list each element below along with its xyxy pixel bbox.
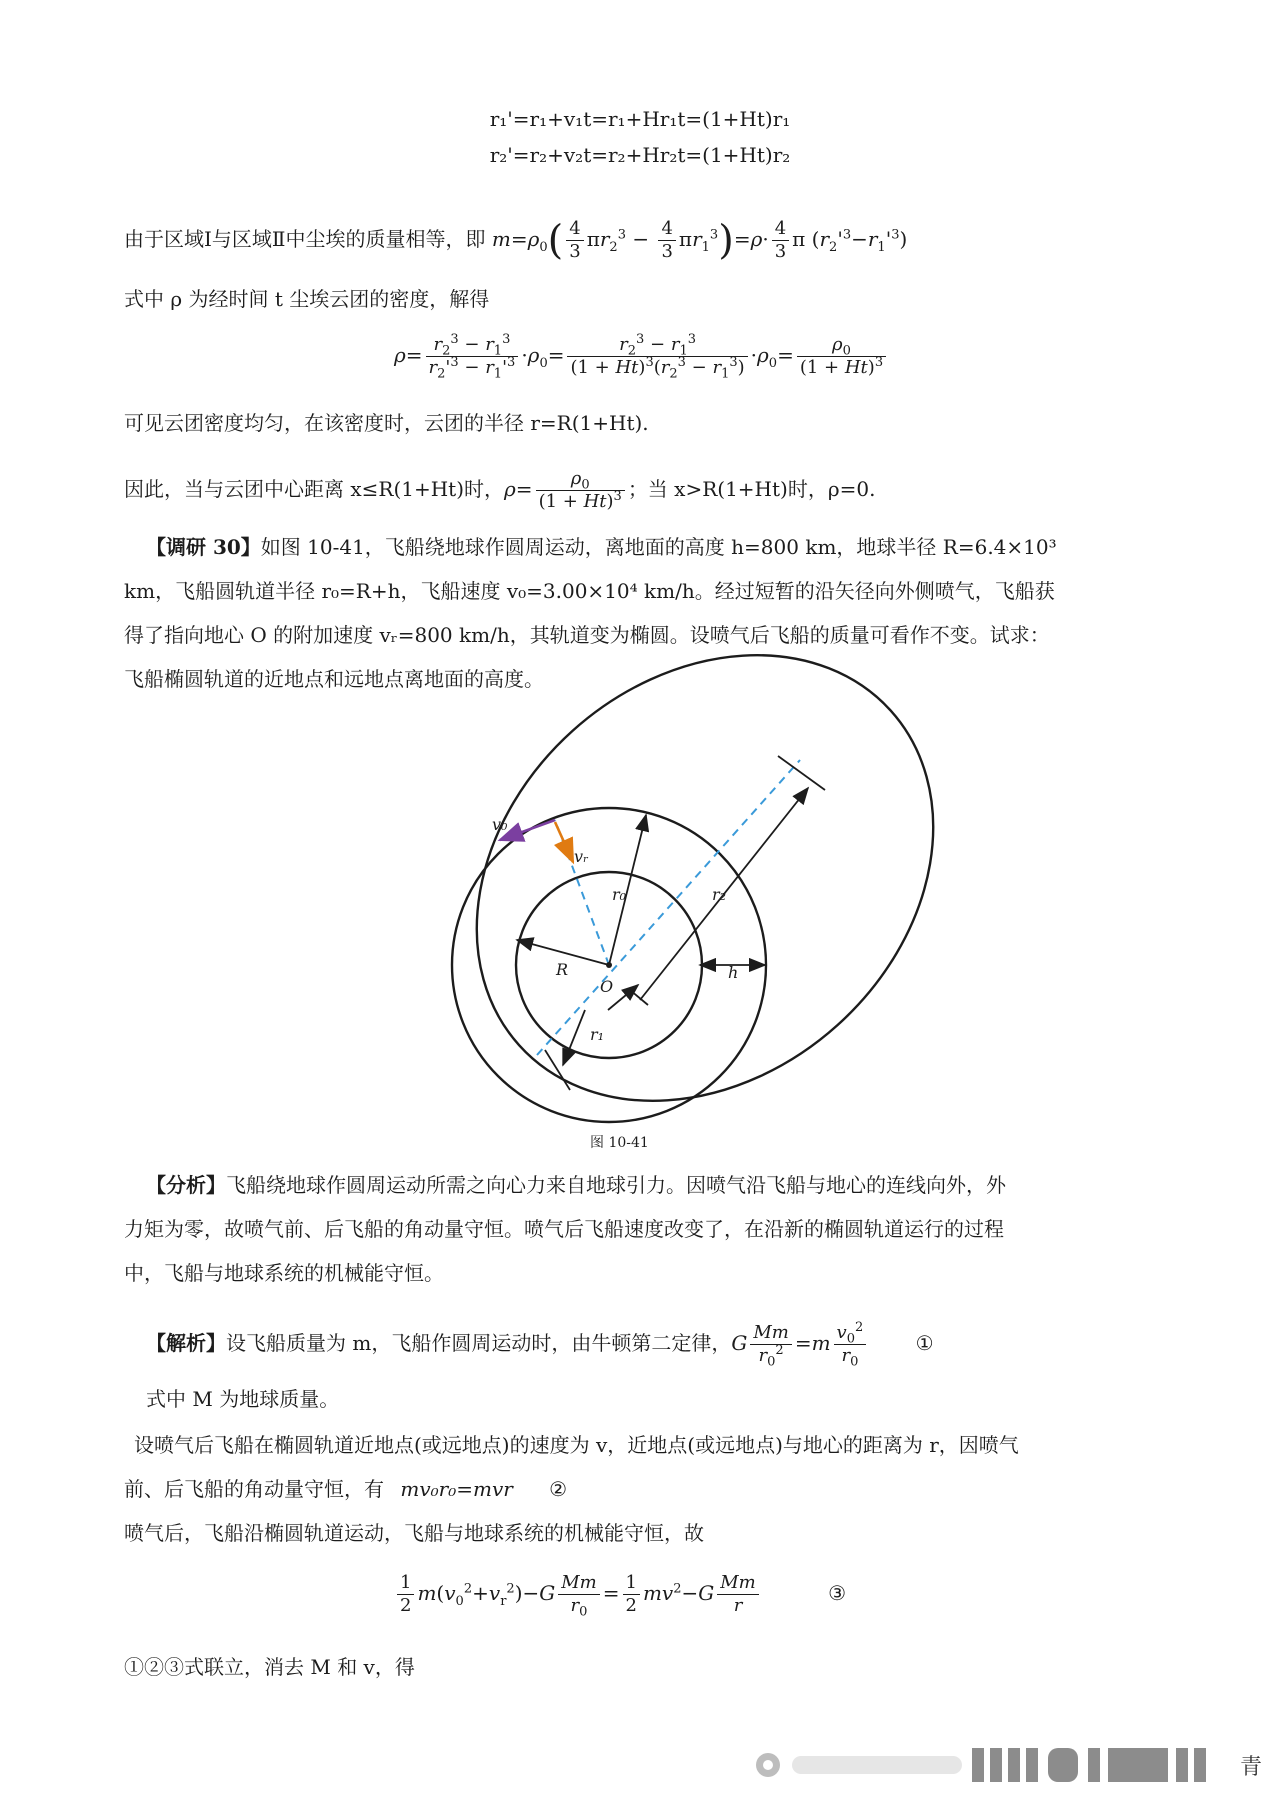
- solution-tag: 【解析】: [146, 1331, 226, 1355]
- label-O: O: [600, 977, 614, 996]
- analysis-line-1: [146, 1170, 1006, 1200]
- mass-equality-line: 由于区域Ⅰ与区域Ⅱ中尘埃的质量相等，即 $m=\rho_0$( $\frac{4}{3}$ $\pi r_2^3$ − $\frac{4}{3}$ $\pi r_1^3)=\rho\cdot$ $\frac{4}{3}$ π $(r_2'^3-r_1'^3)$: [124, 217, 908, 264]
- label-R: R: [556, 960, 569, 979]
- equation-r2: r₂'=r₂+v₂t=r₂+Hr₂t=(1+Ht)r₂: [489, 143, 791, 167]
- r1-arrow-out: [563, 1010, 585, 1065]
- solution-line-3: [124, 1474, 567, 1504]
- vr-arrow: [555, 822, 573, 862]
- elliptical-orbit: [387, 564, 1024, 1193]
- analysis-line-3: 中，飞船与地球系统的机械能守恒。: [124, 1261, 444, 1285]
- problem-tag: 【调研 30】: [146, 535, 261, 559]
- figure-caption: 图 10-41: [590, 1135, 649, 1151]
- apogee-tick: [778, 756, 825, 790]
- equation-2: mv₀r₀=mvr: [400, 1477, 513, 1501]
- equation-r1: r₁'=r₁+v₁t=r₁+Hr₁t=(1+Ht)r₁: [489, 107, 791, 131]
- equation-3-mark: ③: [828, 1581, 847, 1605]
- apsidal-dashed-line: [537, 760, 800, 1055]
- conclusion-pre-text: 因此，当与云团中心距离 x≤R(1+Ht)时，: [124, 477, 505, 501]
- solution-text-3: 前、后飞船的角动量守恒，有: [124, 1477, 384, 1501]
- solution-line-4: 喷气后，飞船沿椭圆轨道运动，飞船与地球系统的机械能守恒，故: [124, 1521, 704, 1545]
- problem-line-3: 得了指向地心 O 的附加速度 vᵣ=800 km/h，其轨道变为椭圆。设喷气后飞船的质量可看作不变。试求：: [124, 623, 1050, 647]
- label-h: h: [728, 963, 739, 982]
- uniform-density-text: 可见云团密度均匀，在该密度时，云团的半径 r=R(1+Ht).: [124, 411, 649, 435]
- analysis-line-2: 力矩为零，故喷气前、后飞船的角动量守恒。喷气后飞船速度改变了，在沿新的椭圆轨道运行的过程: [124, 1217, 1004, 1241]
- label-v0: v₀: [492, 815, 508, 834]
- label-r0: r₀: [612, 885, 627, 904]
- density-equation: ρ= $\frac{r_2^3 - r_1^3}{r_2'^3 - r_1'^3}$ $\cdot\rho_0=$ $\frac{r_2^3 - r_1^3}{(1 + Ht)^3(r_2^3 - r_1^3)}$ $\cdot\rho_0=$ $\frac{\rho_0}{(1 + Ht)^3}$: [394, 334, 889, 379]
- problem-line-2: km，飞船圆轨道半径 r₀=R+h，飞船速度 v₀=3.00×10⁴ km/h。经过短暂的沿矢径向外侧喷气，飞船获: [124, 579, 1055, 603]
- analysis-tag: 【分析】: [146, 1173, 226, 1197]
- mass-intro-text: 由于区域Ⅰ与区域Ⅱ中尘埃的质量相等，即: [124, 227, 486, 251]
- solution-text-1: 设飞船质量为 m，飞船作圆周运动时，由牛顿第二定律，: [226, 1331, 732, 1355]
- problem-line-4: 飞船椭圆轨道的近地点和远地点离地面的高度。: [124, 667, 544, 691]
- equation-2-mark: ②: [549, 1477, 568, 1501]
- v0-arrow: [500, 820, 555, 840]
- analysis-text-1: 飞船绕地球作圆周运动所需之向心力来自地球引力。因喷气沿飞船与地心的连线向外，外: [226, 1173, 1006, 1197]
- label-vr: vᵣ: [574, 847, 589, 866]
- equation-1-mark: ①: [915, 1331, 934, 1355]
- solution-line-5: ①②③式联立，消去 M 和 v，得: [124, 1655, 415, 1679]
- watermark-bars-icon: [752, 1740, 1262, 1790]
- label-r1: r₁: [590, 1025, 605, 1044]
- solution-line-2: 设喷气后飞船在椭圆轨道近地点(或远地点)的速度为 v，近地点(或远地点)与地心的距离为 r，因喷气: [134, 1433, 1019, 1457]
- solution-line-1: 【解析】设飞船质量为 m，飞船作圆周运动时，由牛顿第二定律，G $\frac{Mm}{r_0^2}$ =m $\frac{v_0^2}{r_0}$ ①: [146, 1320, 934, 1370]
- problem-text-1: 如图 10-41，飞船绕地球作圆周运动，离地面的高度 h=800 km，地球半径 R=6.4×10³: [260, 535, 1057, 559]
- m-definition-text: 式中 M 为地球质量。: [146, 1387, 340, 1411]
- watermark: [752, 1740, 1262, 1790]
- label-r2: r₂: [712, 885, 727, 904]
- conclusion-post-text: ；当 x>R(1+Ht)时，ρ=0.: [627, 477, 876, 501]
- energy-equation: $\frac{1}{2}$ $m(v_0^2+v_r^2)-G$ $\frac{Mm}{r_0}$ = $\frac{1}{2}$ $mv^2-G$ $\frac{Mm}{r}$ ③: [394, 1572, 846, 1617]
- center-point: [606, 962, 612, 968]
- watermark-text: 青: [1239, 1755, 1262, 1780]
- density-intro-text: 式中 ρ 为经时间 t 尘埃云团的密度，解得: [124, 287, 490, 311]
- conclusion-line: 因此，当与云团中心距离 x≤R(1+Ht)时，ρ= $\frac{\rho_0}{(1 + Ht)^3}$ ；当 x>R(1+Ht)时，ρ=0.: [124, 468, 876, 512]
